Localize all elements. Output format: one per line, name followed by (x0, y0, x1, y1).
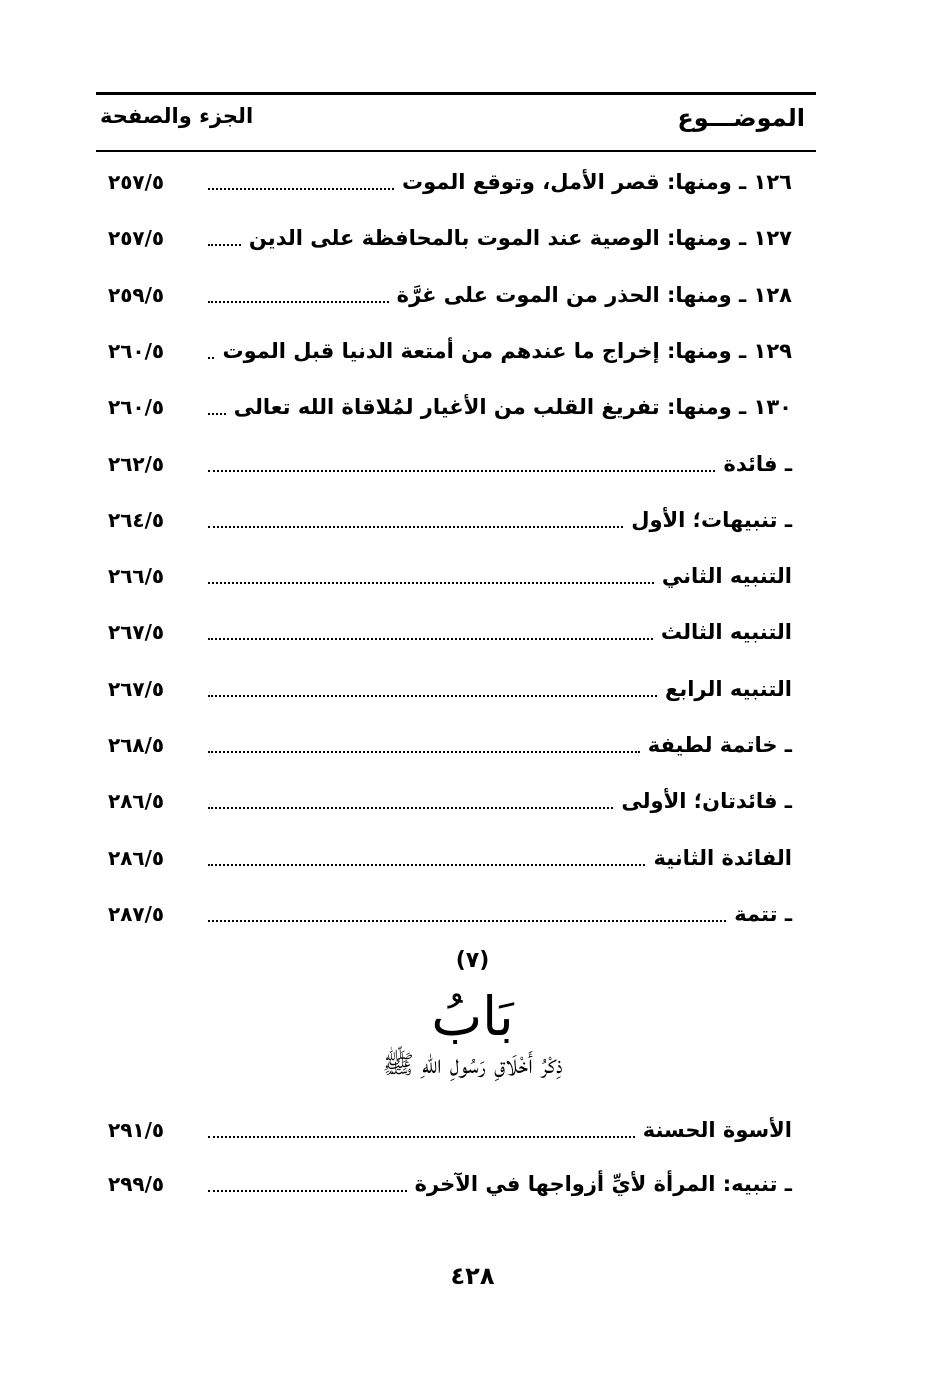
top-rule (96, 92, 816, 95)
leader-dots (208, 524, 623, 528)
header-topic-label: الموضـــوع (677, 104, 805, 132)
leader-dots (208, 693, 657, 697)
index-entry (96, 218, 792, 258)
chapter-subtitle: ذِكْرُ أَخْلَاقِ رَسُولِ اللهِ ﷺ (382, 1050, 563, 1080)
index-entry (96, 781, 792, 821)
entry-page: ٢٩١/٥ (108, 1118, 165, 1142)
leader-dots (208, 355, 214, 359)
index-entry (96, 1164, 792, 1204)
leader-dots (208, 749, 640, 753)
entry-page: ٢٥٩/٥ (108, 282, 165, 307)
leader-dots (208, 299, 389, 303)
entry-page: ٢٦٢/٥ (108, 451, 165, 476)
header-rule (96, 150, 816, 152)
index-entry (96, 838, 792, 878)
index-entry (96, 894, 792, 934)
entry-page: ٢٨٦/٥ (108, 845, 165, 870)
index-entry (96, 669, 792, 709)
leader-dots (208, 862, 645, 866)
entry-page: ٢٨٦/٥ (108, 789, 165, 814)
entry-title: ـ خاتمة لطيفة (647, 733, 792, 757)
entry-page: ٢٦٧/٥ (108, 676, 165, 701)
index-entry (96, 1110, 792, 1150)
entry-page: ٢٥٧/٥ (108, 170, 165, 194)
entry-title: التنبيه الرابع (665, 676, 792, 701)
chapter-number: (٧) (455, 948, 490, 973)
index-entry (96, 162, 792, 202)
leader-dots (208, 186, 394, 190)
leader-dots (208, 411, 226, 415)
entry-title: ـ تنبيهات؛ الأول (631, 507, 792, 532)
index-entry (96, 500, 792, 540)
leader-dots (208, 580, 654, 584)
entry-title: التنبيه الثالث (660, 620, 792, 645)
entry-title: ١٣٠ ـ ومنها: تفريغ القلب من الأغيار لمُلاقاة الله تعالى (233, 395, 792, 420)
chapter-title: بَابُ (431, 985, 514, 1048)
entry-title: ١٢٦ ـ ومنها: قصر الأمل، وتوقع الموت (402, 170, 792, 194)
entry-page: ٢٨٧/٥ (108, 901, 165, 926)
page-number: ٤٢٨ (450, 1262, 495, 1290)
entry-page: ٢٦٦/٥ (108, 564, 165, 589)
entry-page: ٢٦٠/٥ (108, 395, 165, 420)
entry-page: ٢٦٧/٥ (108, 620, 165, 645)
entry-title: ١٢٧ ـ ومنها: الوصية عند الموت بالمحافظة على الدين (248, 226, 792, 251)
entry-title: التنبيه الثاني (661, 564, 792, 589)
entry-title: ـ تنبيه: المرأة لأيِّ أزواجها في الآخرة (414, 1172, 792, 1196)
index-entry (96, 387, 792, 427)
index-entry (96, 725, 792, 765)
entry-title: الفائدة الثانية (653, 845, 792, 870)
entry-title: ١٢٩ ـ ومنها: إخراج ما عندهم من أمتعة الدنيا قبل الموت (222, 338, 792, 363)
entry-title: ـ فائدتان؛ الأولى (621, 789, 792, 814)
leader-dots (208, 805, 613, 809)
entry-title: ١٢٨ ـ ومنها: الحذر من الموت على غرَّة (396, 282, 792, 307)
leader-dots (208, 1188, 407, 1192)
entry-title: ـ تتمة (734, 901, 792, 926)
index-entry (96, 612, 792, 652)
entry-title: ـ فائدة (723, 451, 792, 476)
leader-dots (208, 918, 726, 922)
entry-page: ٢٥٧/٥ (108, 226, 165, 251)
leader-dots (208, 468, 715, 472)
entry-page: ٢٦٠/٥ (108, 338, 165, 363)
entry-page: ٢٩٩/٥ (108, 1172, 165, 1196)
index-entry (96, 444, 792, 484)
entry-page: ٢٦٨/٥ (108, 733, 165, 757)
entry-page: ٢٦٤/٥ (108, 507, 165, 532)
index-entry (96, 556, 792, 596)
index-entry (96, 275, 792, 315)
leader-dots (208, 636, 653, 640)
leader-dots (208, 1134, 635, 1138)
entry-title: الأسوة الحسنة (642, 1118, 792, 1142)
index-entry (96, 331, 792, 371)
header-page-label: الجزء والصفحة (100, 104, 254, 128)
leader-dots (208, 242, 241, 246)
